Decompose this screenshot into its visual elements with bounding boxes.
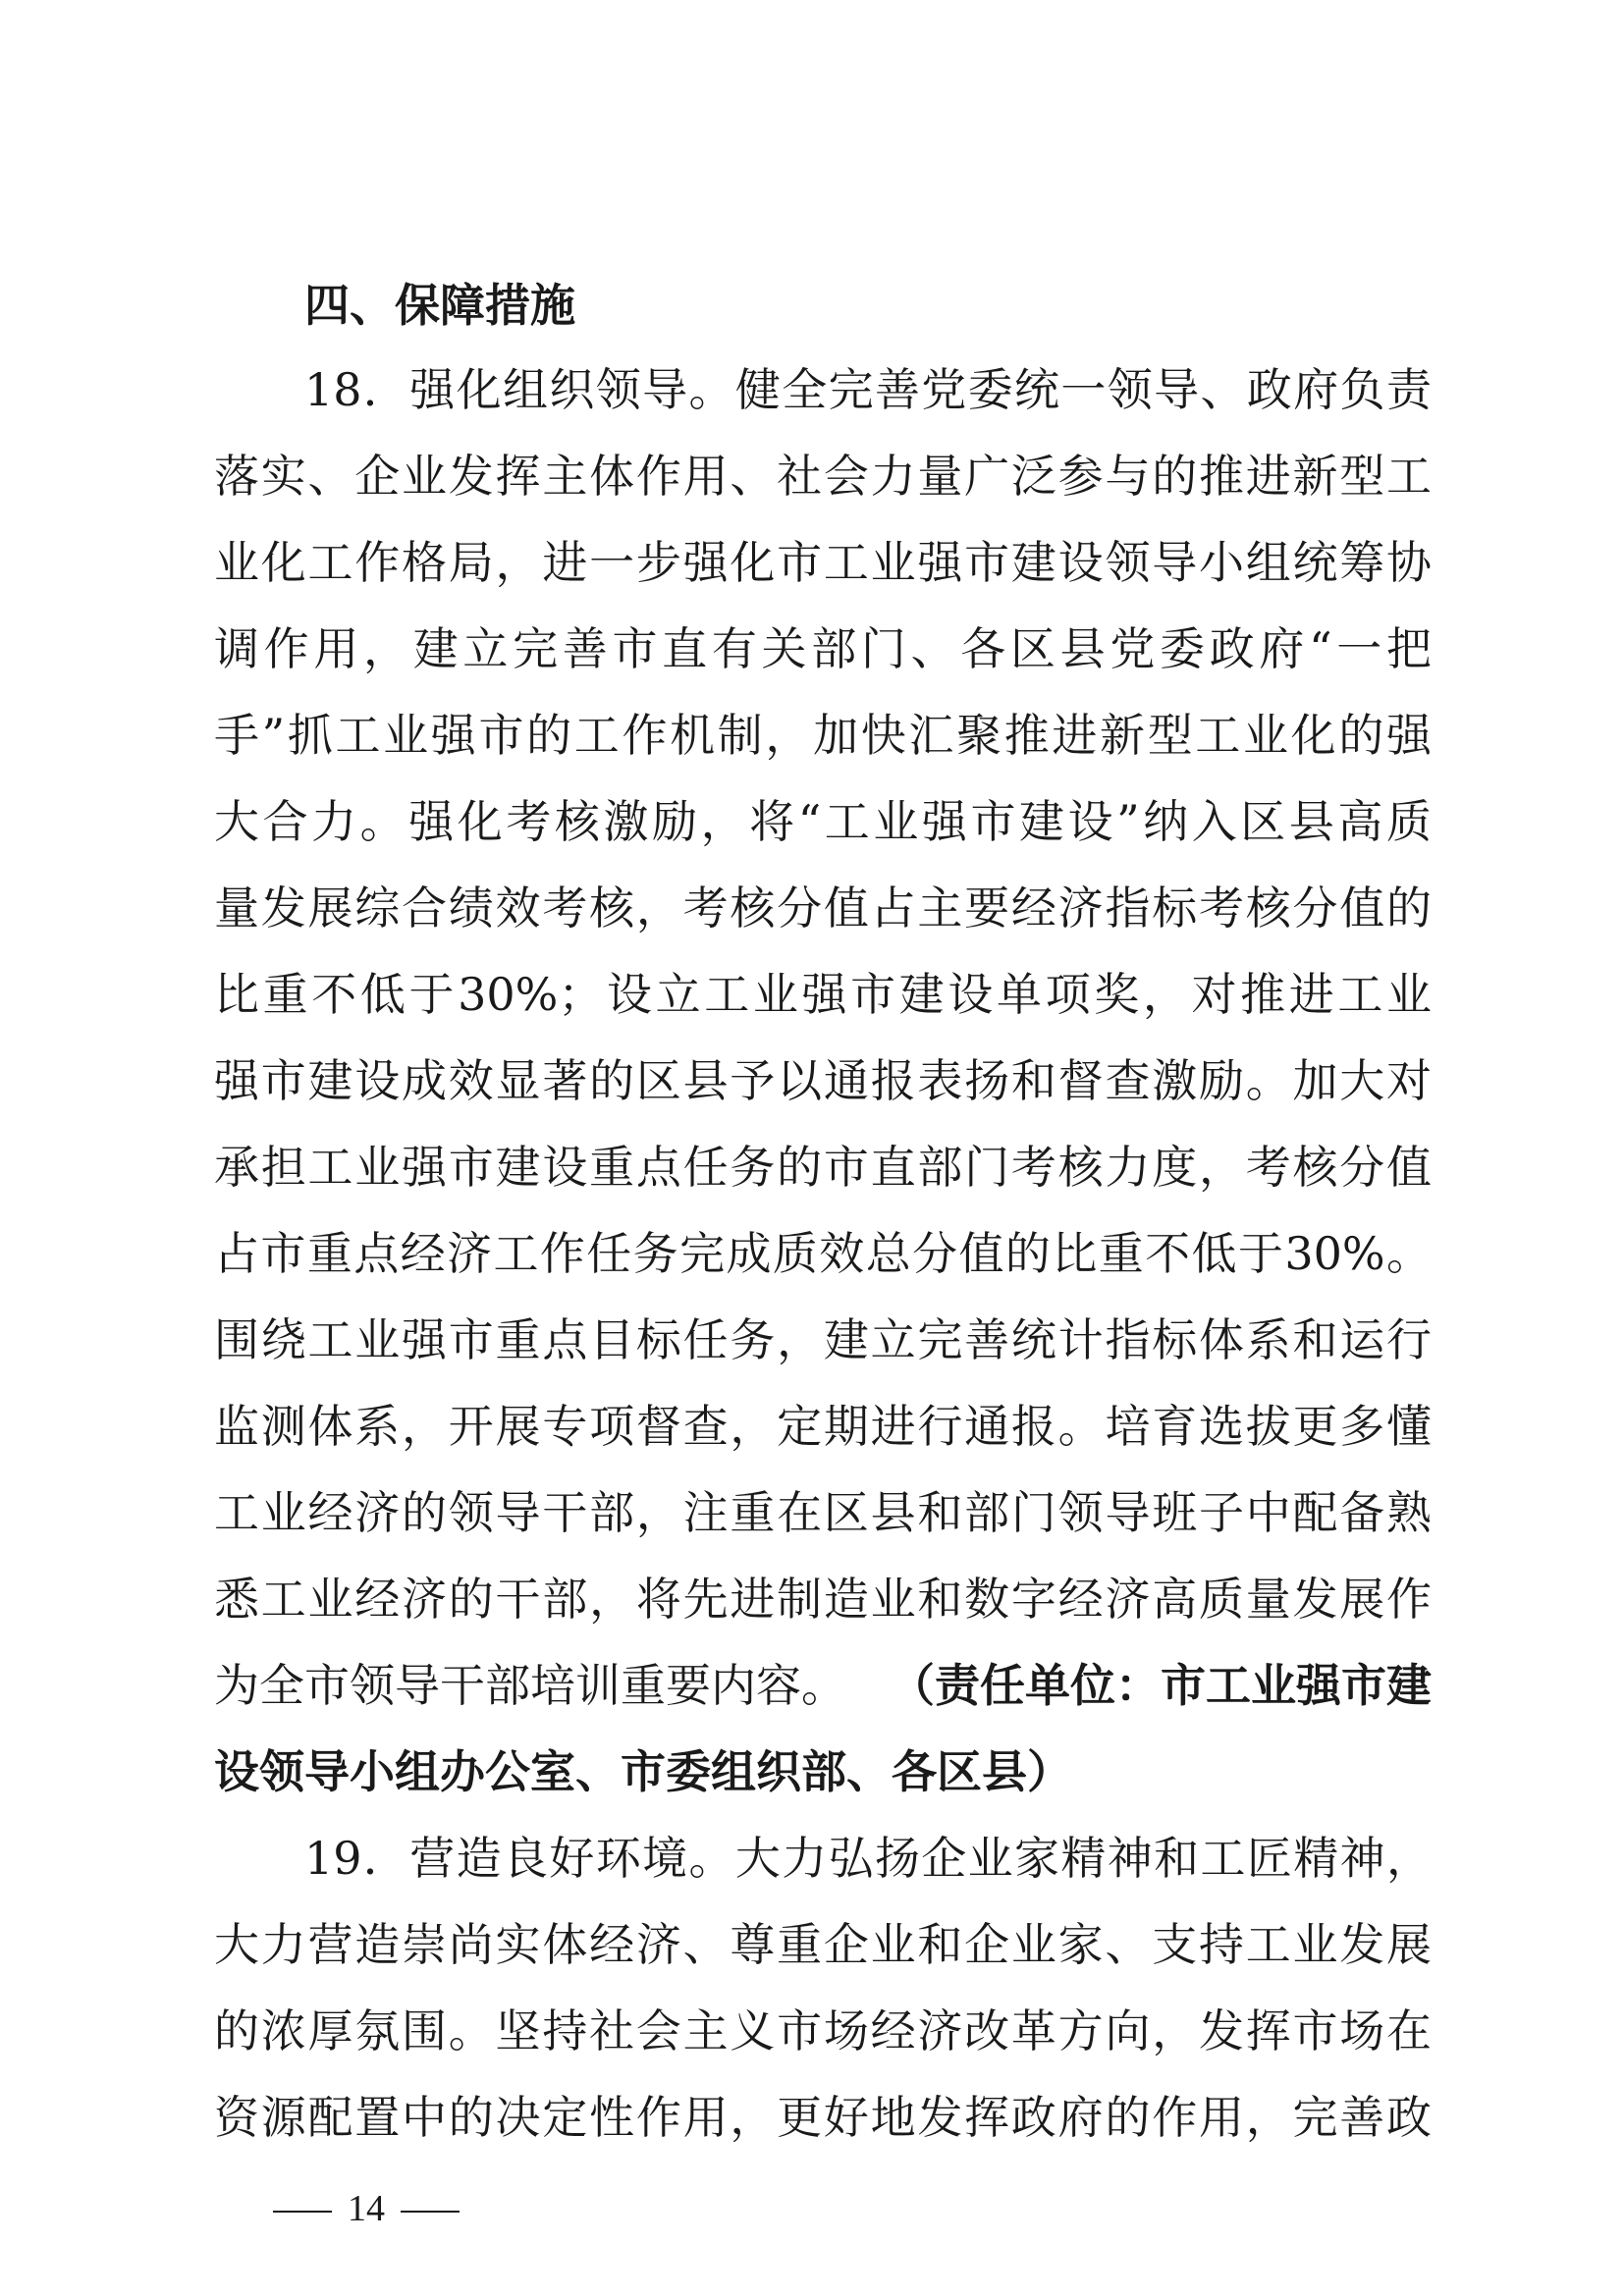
paragraph-19-line: 19．营造良好环境。大力弘扬企业家精神和工匠精神， — [304, 1832, 1432, 1885]
paragraph-18-line: 调作用，建立完善市直有关部门、各区县党委政府“一把 — [214, 622, 1432, 675]
paragraph-18-line: 落实、企业发挥主体作用、社会力量广泛参与的推进新型工 — [214, 450, 1432, 503]
paragraph-18-text: 为全市领导干部培训重要内容。 — [214, 1659, 846, 1712]
section-heading: 四、保障措施 — [304, 279, 575, 332]
dash-left — [273, 2211, 332, 2213]
paragraph-19-line: 资源配置中的决定性作用，更好地发挥政府的作用，完善政 — [214, 2091, 1432, 2144]
paragraph-19-line: 的浓厚氛围。坚持社会主义市场经济改革方向，发挥市场在 — [214, 2004, 1432, 2057]
paragraph-19-line: 大力营造崇尚实体经济、尊重企业和企业家、支持工业发展 — [214, 1918, 1432, 1971]
paragraph-18-line: 比重不低于30%；设立工业强市建设单项奖，对推进工业 — [214, 968, 1432, 1021]
paragraph-18-line: 量发展综合绩效考核，考核分值占主要经济指标考核分值的 — [214, 881, 1432, 934]
paragraph-18-line: 占市重点经济工作任务完成质效总分值的比重不低于30%。 — [214, 1227, 1432, 1280]
paragraph-18-line: 监测体系，开展专项督查，定期进行通报。培育选拔更多懂 — [214, 1400, 1432, 1453]
page-number-footer — [257, 2179, 475, 2238]
paragraph-18-line: 业化工作格局，进一步强化市工业强市建设领导小组统筹协 — [214, 536, 1432, 589]
responsibility-note: 设领导小组办公室、市委组织部、各区县） — [214, 1745, 1072, 1798]
paragraph-18-line: 工业经济的领导干部，注重在区县和部门领导班子中配备熟 — [214, 1486, 1432, 1539]
paragraph-18-line: 强市建设成效显著的区县予以通报表扬和督查激励。加大对 — [214, 1054, 1432, 1107]
responsibility-note: （责任单位：市工业强市建 — [890, 1659, 1432, 1712]
page-number: 14 — [348, 2188, 385, 2229]
paragraph-18-line: 手”抓工业强市的工作机制，加快汇聚推进新型工业化的强 — [214, 709, 1432, 762]
paragraph-18-line: 大合力。强化考核激励，将“工业强市建设”纳入区县高质 — [214, 795, 1432, 848]
paragraph-18-line: 承担工业强市建设重点任务的市直部门考核力度，考核分值 — [214, 1141, 1432, 1194]
paragraph-18-line: 18．强化组织领导。健全完善党委统一领导、政府负责 — [304, 363, 1432, 416]
paragraph-18-line — [214, 1641, 1432, 1730]
dash-right — [401, 2211, 460, 2213]
paragraph-18-line: 围绕工业强市重点目标任务，建立完善统计指标体系和运行 — [214, 1313, 1432, 1366]
paragraph-18-line: 悉工业经济的干部，将先进制造业和数字经济高质量发展作 — [214, 1573, 1432, 1626]
